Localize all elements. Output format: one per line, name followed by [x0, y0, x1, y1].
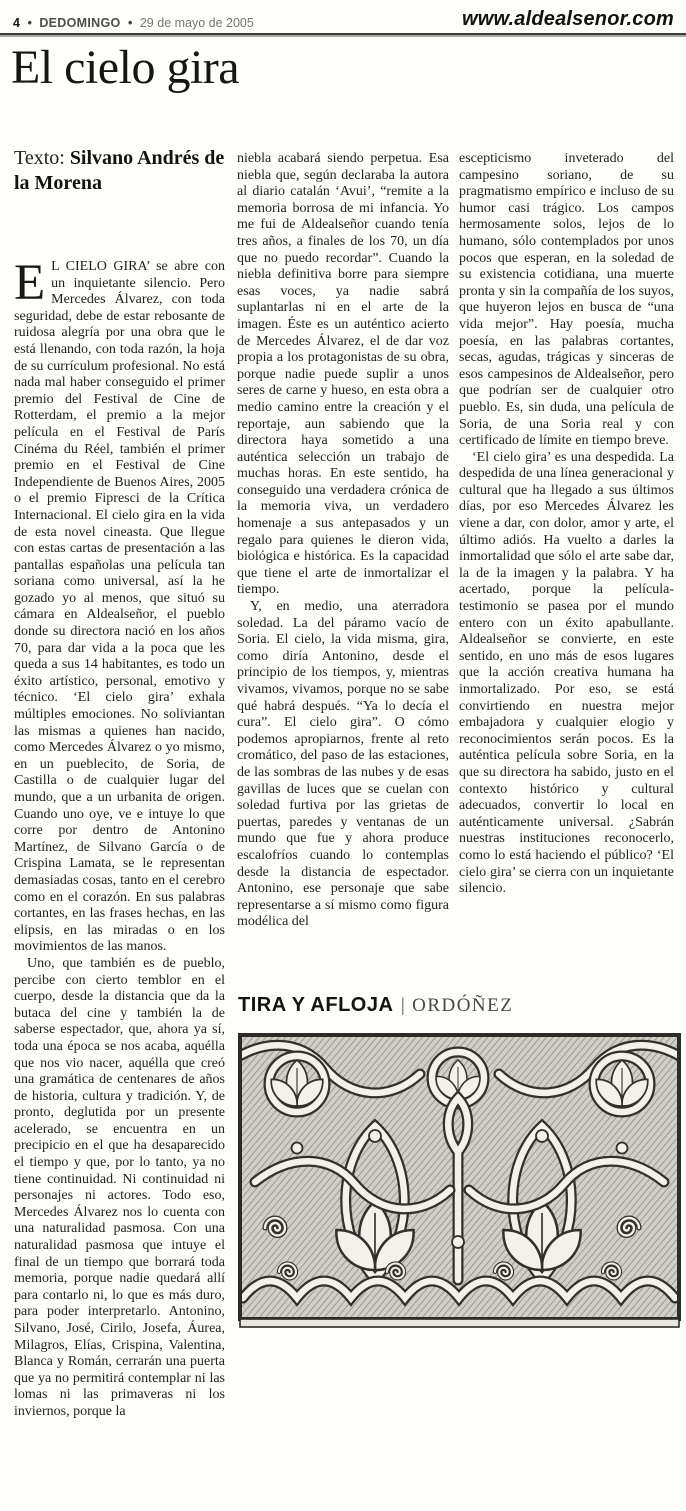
ornamental-engraving [237, 1032, 682, 1331]
paragraph-text: L CIELO GIRA’ se abre con un inquietante silencio. Pero Mercedes Álvarez, con toda seguridad, debe de estar rebosante de ruidosa alegría por una obra que le está llenando, con toda razón, la hoja de su currículum profesional. No está nada mal haber conseguido el primer premio del Festival de Cine de Rotterdam, el premio a la mejor película en el Festival de París Cinéma du Réel, también el primer premio en el Festival de Cine Independiente de Buenos Aires, 2005 o el premio Fipresci de la Crítica Internacional. El cielo gira en la vida de esta novel cineasta. Que llegue con estas cartas de presentación a las pantallas españolas una película tan soriana como universal, así la he gozado yo al menos, que situó su cámara en Aldealseñor, el pueblo donde su directora nació en los años 70, para dar vida a la poca que les queda a sus 14 habitantes, es todo un éxito artístico, personal, emotivo y técnico. ‘El cielo gira’ exhala múltiples emociones. No soliviantan las mismas a quienes han nacido, como Mercedes Álvarez o yo mismo, en un pueblecito, de Soria, de Castilla o de cualquier lugar del mundo, que a un urbanita de origen. Cuando uno oye, ve e intuye lo que corre por dentro de Antonino Martínez, de Silvano García o de Crispina Lamata, se le representan demasiadas cosas, tanto en el cerebro como en el corazón. En sus palabras cortantes, en las frases hechas, en las elipsis, en las miradas o en los movimientos de las manos. [14, 259, 225, 955]
page-number: 4 [13, 16, 20, 30]
article-column-1 [14, 259, 225, 1507]
cartoon-author: ORDÓÑEZ [412, 995, 514, 1016]
separator-bar: | [400, 995, 406, 1015]
paragraph: niebla acabará siendo perpetua. Esa niebla que, según declaraba la autora al diario catalán ‘Avui’, “remite a la memoria borrosa de mi infancia. Yo me fui de Aldealseñor cuando tenía tres años, a finales de los 70, un día que no puedo recordar”. Cuando la niebla definitiva borre para siempre esas voces, ya nadie sabrá suplantarlas ni en el arte de la imagen. Éste es un auténtico acierto de Mercedes Álvarez, el de dar voz propia a los protagonistas de su obra, porque nadie puede suplir a unos seres de carne y hueso, en esta obra a medio camino entre la creación y el reportaje, aun sabiendo que la directora haya sometido a una auténtica selección un trabajo de muchas horas. En este sentido, ha conseguido una verdadera crónica de la memoria viva, un verdadero homenaje a sus antepasados y un regalo para quienes le dieron vida, biológica e histórica. Es la capacidad que tiene el arte de inmortalizar el tiempo. [237, 151, 449, 598]
byline [14, 146, 236, 196]
section-name: DEDOMINGO [39, 16, 121, 30]
paragraph: Uno, que también es de pueblo, percibe con cierto temblor en el cuerpo, desde la distancia que da la butaca del cine y también la de saberse espectador, que, ahora ya sí, toda una época se nos acaba, aquélla que nos vio nacer, aquélla que creó una gramática de centenares de años de historia, cultura y tradición. Y, de pronto, deglutida por un presente acelerado, se encuentra en un precipicio en el que ha desaparecido el tiempo y que, por lo tanto, ya no tiene continuidad. Ni continuidad ni personajes ni actores. Todo eso, Mercedes Álvarez nos lo cuenta con una naturalidad pasmosa. Con una naturalidad pasmosa que intuye el final de un tiempo que borrará toda memoria, porque nadie quedará allí para contarlo ni, lo que es más duro, para poder interpretarlo. Antonino, Silvano, José, Cirilo, Josefa, Áurea, Milagros, Elías, Crispina, Valentina, Blanca y Román, cerrarán una puerta que ya no permitirá contemplar ni las lomas ni las primaveras ni los inviernos, porque la [14, 955, 225, 1419]
article-column-2 [237, 151, 449, 1019]
header-rule [0, 33, 686, 37]
page-header [13, 6, 674, 33]
byline-author: Silvano Andrés de la Morena [14, 147, 225, 194]
paragraph: Y, en medio, una aterradora soledad. La del páramo vacío de Soria. El cielo, la vida misma, gira, como diría Antonino, desde el principio de los tiempos, y, mientras vivamos, vivamos, porque no se sabe qué habrá después. “Ya lo decía el cura”. El cielo gira”. O cómo podemos apropiarnos, frente al reto cromático, del paso de las estaciones, de las sombras de las nubes y de esas gavillas de luces que se cuelan con soledad furtiva por las grietas de puertas, paredes y ventanas de un mundo que fue y ahora produce escalofríos cuando lo contemplas desde la distancia de espectador. Antonino, ese personaje que sabe representarse a sí mismo como figura modélica del [237, 599, 449, 930]
page-info [13, 16, 254, 33]
paragraph [14, 259, 225, 956]
separator-dot: • [27, 16, 32, 30]
cartoon-section-header [238, 994, 513, 1017]
drop-cap: E [14, 259, 46, 311]
separator-dot: • [127, 16, 133, 30]
website-url: www.aldealsenor.com [461, 8, 674, 30]
article-title: El cielo gira [11, 41, 240, 94]
cartoon-section-title: TIRA Y AFLOJA [238, 994, 394, 1016]
cartoon-engraving-image [237, 1032, 682, 1331]
article-column-3 [459, 151, 674, 1031]
issue-date: 29 de mayo de 2005 [139, 16, 254, 30]
paragraph: ‘El cielo gira’ es una despedida. La despedida de una línea generacional y cultural que ha llegado a sus últimos días, por eso Mercedes Álvarez les viene a dar, con dolor, amor y arte, el último adiós. Ha vuelto a darles la inmortalidad que sólo el arte sabe dar, la de la imagen y la palabra. Y ha acertado, porque la película-testimonio se pasea por el mundo entero con un éxito apabullante. Aldealseñor se convierte, en este sentido, en uno más de esos lugares que la acción creativa humana ha inmortalizado. Por eso, se está convirtiendo en nuestra mejor embajadora y cualquier elogio y reconocimientos serán pocos. Es la auténtica película sobre Soria, en la que su directora ha sabido, justo en el contexto histórico y cultural adecuados, convertir lo local en auténticamente universal. ¿Sabrán nuestras instituciones reconocerlo, como lo está haciendo el público? ‘El cielo gira’ se cierra con un inquietante silencio. [459, 449, 674, 897]
paragraph: escepticismo inveterado del campesino soriano, de su pragmatismo empírico e incluso de su humor casi trágico. Los campos hermosamente solos, lejos de lo humano, sólo contemplados por unos pocos que esperan, en la soledad de su existencia cotidiana, una muerte pronta y sin la compañía de los suyos, que huyeron lejos en busca de “una vida mejor”. Hay poesía, mucha poesía, en las palabras cortantes, secas, agudas, trágicas y sinceras de esos campesinos de Aldealseñor, pero que podrían ser de cualquier otro pueblo. Es, sin duda, una película de Soria, de una Soria real y con certificado de límite en tiempo breve. [459, 151, 674, 449]
byline-label: Texto: [14, 147, 65, 169]
